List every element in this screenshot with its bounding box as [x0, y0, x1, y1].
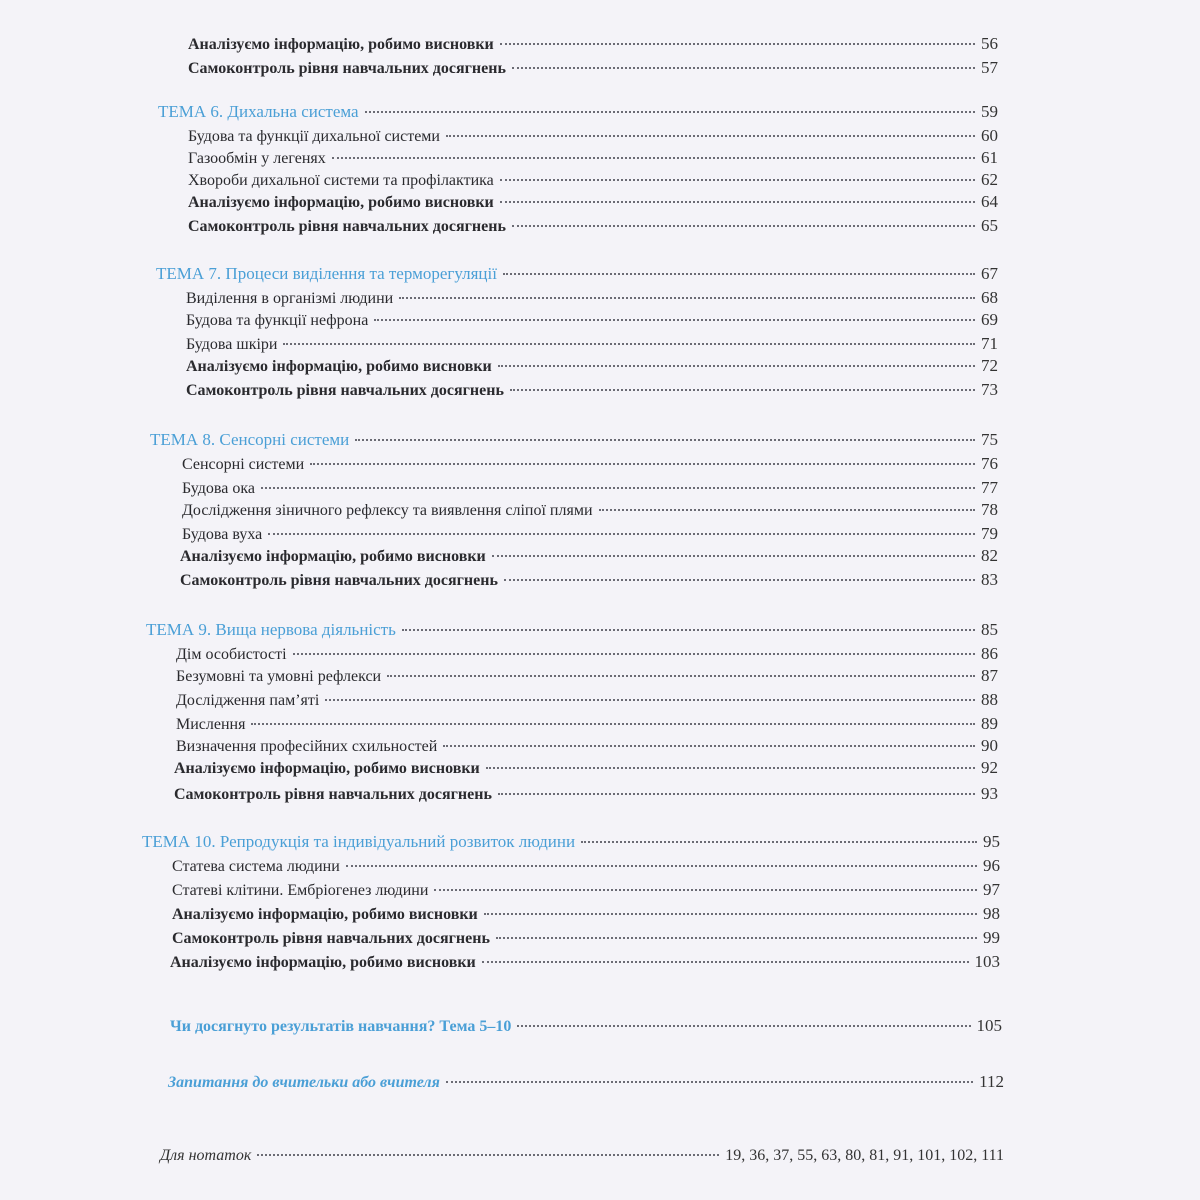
toc-entry-title: Дослідження зіничного рефлексу та виявлення сліпої плями: [182, 502, 593, 519]
toc-entry: [176, 688, 998, 712]
toc-entry-title: Будова та функції нефрона: [186, 312, 369, 329]
toc-entry: [170, 950, 1000, 974]
toc-entry: [172, 878, 1000, 902]
toc-page-number: 86: [981, 644, 998, 663]
toc-leader: [446, 129, 975, 137]
toc-entry-title: Самоконтроль рівня навчальних досягнень: [188, 218, 506, 235]
toc-entry-title: Будова ока: [182, 480, 255, 497]
toc-entry: [176, 712, 998, 736]
toc-leader: [510, 383, 975, 391]
toc-entry: [180, 568, 998, 592]
toc-leader: [257, 1148, 719, 1156]
toc-entry-title: Для нотаток: [160, 1147, 252, 1164]
toc-page-number: 72: [981, 356, 998, 375]
toc-theme-heading: [156, 262, 998, 286]
toc-notes: [160, 1144, 1004, 1168]
toc-entry-title: Самоконтроль рівня навчальних досягнень: [180, 572, 498, 589]
toc-page-number: 93: [981, 784, 998, 803]
toc-page-number: 88: [981, 690, 998, 709]
toc-leader: [503, 267, 975, 275]
toc-page-number: 95: [983, 832, 1000, 851]
toc-leader: [293, 647, 975, 655]
toc-entry-title: Аналізуємо інформацію, робимо висновки: [188, 36, 494, 53]
toc-entry-title: ТЕМА 7. Процеси виділення та терморегуляції: [156, 264, 497, 283]
toc-leader: [486, 761, 975, 769]
toc-leader: [310, 457, 975, 465]
toc-entry: [182, 498, 998, 522]
toc-entry-title: Самоконтроль рівня навчальних досягнень: [186, 382, 504, 399]
toc-leader: [446, 1075, 973, 1083]
toc-leader: [399, 291, 975, 299]
toc-entry: [176, 664, 998, 688]
toc-theme-heading: [150, 428, 998, 452]
toc-entry-title: Аналізуємо інформацію, робимо висновки: [174, 760, 480, 777]
toc-entry-title: Визначення професійних схильностей: [176, 738, 438, 755]
toc-page-number: 60: [981, 126, 998, 145]
toc-page-number: 75: [981, 430, 998, 449]
toc-page-number: 62: [981, 170, 998, 189]
toc-entry-title: Будова вуха: [182, 526, 263, 543]
toc-leader: [500, 37, 975, 45]
toc-entry-title: Статеві клітини. Ембріогенез людини: [172, 882, 429, 899]
toc-page-number: 61: [981, 148, 998, 167]
toc-page-number: 98: [983, 904, 1000, 923]
toc-page-number: 90: [981, 736, 998, 755]
toc-entry: [182, 476, 998, 500]
toc-entry-title: Газообмін у легенях: [188, 150, 326, 167]
toc-entry: [180, 544, 998, 568]
toc-entry-title: Аналізуємо інформацію, робимо висновки: [188, 194, 494, 211]
toc-page-number: 69: [981, 310, 998, 329]
toc-entry-title: Дослідження пам’яті: [176, 692, 320, 709]
toc-entry: [186, 378, 998, 402]
toc-leader: [261, 481, 975, 489]
toc-entry-title: ТЕМА 6. Дихальна система: [158, 102, 359, 121]
toc-leader: [434, 883, 977, 891]
toc-leader: [581, 835, 977, 843]
toc-entry: [174, 756, 998, 780]
toc-leader: [482, 955, 969, 963]
toc-page-number: 76: [981, 454, 998, 473]
toc-page-number: 92: [981, 758, 998, 777]
toc-entry: [188, 214, 998, 238]
toc-entry-title: ТЕМА 10. Репродукція та індивідуальний розвиток людини: [142, 832, 576, 851]
toc-page-number: 82: [981, 546, 998, 565]
toc-page-number: 103: [974, 952, 1000, 971]
toc-entry-title: ТЕМА 9. Вища нервова діяльність: [146, 620, 396, 639]
toc-leader: [374, 313, 975, 321]
toc-entry-title: Самоконтроль рівня навчальних досягнень: [172, 930, 490, 947]
toc-page-number: 96: [983, 856, 1000, 875]
toc-entry: [186, 332, 998, 356]
toc-entry: [188, 32, 998, 56]
toc-page-number: 65: [981, 216, 998, 235]
toc-entry: [172, 926, 1000, 950]
toc-page-number: 73: [981, 380, 998, 399]
toc-leader: [492, 549, 975, 557]
toc-entry: [186, 308, 998, 332]
toc-leader: [402, 623, 975, 631]
toc-page-number: 105: [976, 1016, 1002, 1035]
toc-theme-heading: [146, 618, 998, 642]
toc-page-number: 99: [983, 928, 1000, 947]
toc-leader: [484, 907, 977, 915]
toc-page-number: 56: [981, 34, 998, 53]
toc-entry: [176, 734, 998, 758]
toc-page-number: 57: [981, 58, 998, 77]
toc-entry: [172, 902, 1000, 926]
toc-entry-title: Безумовні та умовні рефлекси: [176, 668, 382, 685]
toc-entry: [188, 56, 998, 80]
toc-entry-title: Статева система людини: [172, 858, 340, 875]
toc-page-number: 19, 36, 37, 55, 63, 80, 81, 91, 101, 102, 111: [725, 1147, 1004, 1164]
toc-leader: [498, 787, 975, 795]
toc-entry-title: Будова та функції дихальної системи: [188, 128, 440, 145]
toc-leader: [346, 859, 977, 867]
toc-leader: [504, 573, 975, 581]
toc-leader: [512, 61, 975, 69]
toc-leader: [332, 151, 975, 159]
toc-leader: [387, 669, 975, 677]
toc-page-number: 97: [983, 880, 1000, 899]
toc-page-number: 71: [981, 334, 998, 353]
toc-entry-title: Будова шкіри: [186, 336, 278, 353]
toc-entry: [188, 146, 998, 170]
toc-page-number: 85: [981, 620, 998, 639]
toc-page-number: 83: [981, 570, 998, 589]
toc-entry: [172, 854, 1000, 878]
toc-section-results: [170, 1014, 1002, 1038]
toc-entry-title: Аналізуємо інформацію, робимо висновки: [180, 548, 486, 565]
toc-leader: [500, 173, 975, 181]
toc-theme-heading: [142, 830, 1000, 854]
toc-leader: [517, 1019, 970, 1027]
toc-entry: [188, 168, 998, 192]
toc-leader: [498, 359, 975, 367]
toc-entry: [186, 286, 998, 310]
toc-entry-title: Виділення в організмі людини: [186, 290, 394, 307]
toc-page-number: 67: [981, 264, 998, 283]
toc-leader: [325, 693, 975, 701]
toc-page-number: 87: [981, 666, 998, 685]
toc-section-questions: [168, 1070, 1004, 1094]
toc-entry: [182, 522, 998, 546]
toc-page-number: 59: [981, 102, 998, 121]
toc-leader: [355, 433, 975, 441]
toc-entry-title: ТЕМА 8. Сенсорні системи: [150, 430, 350, 449]
toc-leader: [251, 717, 975, 725]
toc-entry: [188, 190, 998, 214]
toc-entry: [186, 354, 998, 378]
toc-theme-heading: [158, 100, 998, 124]
toc-entry-title: Мислення: [176, 716, 246, 733]
toc-entry-title: Дім особистості: [176, 646, 287, 663]
toc-leader: [512, 219, 975, 227]
toc-page-number: 68: [981, 288, 998, 307]
toc-page-number: 78: [981, 500, 998, 519]
toc-page-number: 79: [981, 524, 998, 543]
toc-entry-title: Аналізуємо інформацію, робимо висновки: [186, 358, 492, 375]
toc-entry: [174, 782, 998, 806]
toc-entry-title: Чи досягнуто результатів навчання? Тема 5–10: [170, 1018, 512, 1035]
toc-entry-title: Хвороби дихальної системи та профілактика: [188, 172, 494, 189]
toc-entry-title: Сенсорні системи: [182, 456, 305, 473]
toc-leader: [599, 503, 975, 511]
toc-entry: [176, 642, 998, 666]
toc-page-number: 89: [981, 714, 998, 733]
toc-page-number: 64: [981, 192, 998, 211]
toc-entry-title: Самоконтроль рівня навчальних досягнень: [174, 786, 492, 803]
toc-leader: [283, 337, 975, 345]
toc-entry: [182, 452, 998, 476]
toc-leader: [496, 931, 977, 939]
toc-page-number: 112: [979, 1072, 1004, 1091]
toc-entry-title: Самоконтроль рівня навчальних досягнень: [188, 60, 506, 77]
toc-entry: [188, 124, 998, 148]
toc-page-number: 77: [981, 478, 998, 497]
toc-entry-title: Аналізуємо інформацію, робимо висновки: [172, 906, 478, 923]
toc-leader: [443, 739, 975, 747]
toc-leader: [365, 105, 975, 113]
toc-leader: [500, 195, 975, 203]
toc-leader: [268, 527, 975, 535]
toc-entry-title: Аналізуємо інформацію, робимо висновки: [170, 954, 476, 971]
toc-entry-title: Запитання до вчительки або вчителя: [168, 1074, 440, 1091]
